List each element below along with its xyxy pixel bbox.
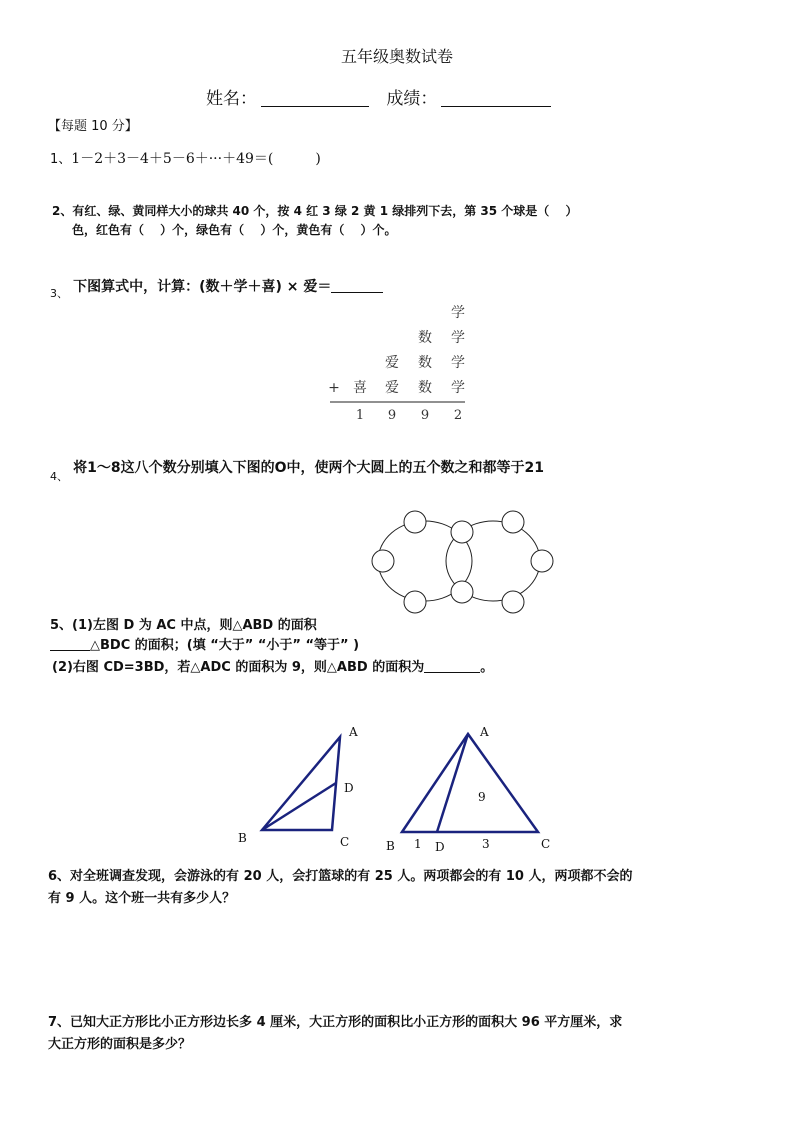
question-5-line-2: △BDC 的面积；(填 “大于” “小于” “等于” ) xyxy=(90,638,360,653)
right-label-d: D xyxy=(435,840,445,854)
question-5-line-3: (2)右图 CD=3BD，若△ADC 的面积为 9，则△ABD 的面积为 xyxy=(52,660,425,675)
right-triangle xyxy=(402,734,538,832)
addend-char: 学 xyxy=(451,305,465,321)
question-3 xyxy=(50,276,383,301)
question-4 xyxy=(50,457,544,484)
left-label-b: B xyxy=(238,831,247,845)
question-5-line-1: 5、(1)左图 D 为 AC 中点，则△ABD 的面积 xyxy=(50,618,317,633)
right-label-dc: 3 xyxy=(482,837,490,851)
small-circle[interactable] xyxy=(372,550,394,572)
right-area-label: 9 xyxy=(478,790,486,804)
question-3-text: 下图算式中，计算：(数＋学＋喜) × 爱＝ xyxy=(73,279,332,295)
question-5-line-3-wrap xyxy=(52,656,493,675)
right-label-bd: 1 xyxy=(414,837,422,851)
addend-char: 爱 xyxy=(385,380,399,396)
small-circle[interactable] xyxy=(404,511,426,533)
question-3-answer-blank[interactable] xyxy=(331,280,383,293)
addend-char: 数 xyxy=(418,380,432,396)
question-4-number: 4、 xyxy=(50,470,68,483)
addend-char: 学 xyxy=(451,380,465,396)
left-label-c: C xyxy=(340,835,350,849)
triangles-svg xyxy=(230,720,570,860)
right-label-c: C xyxy=(541,837,551,851)
addend-char: 喜 xyxy=(353,380,367,396)
sum-digit: 9 xyxy=(387,408,397,423)
question-6-line-1: 6、对全班调查发现，会游泳的有 20 人，会打篮球的有 25 人。两项都会的有 10 人，两项都不会的 xyxy=(48,869,633,884)
addend-char: 数 xyxy=(418,330,432,346)
question-5-blank-1[interactable] xyxy=(50,638,90,651)
left-triangle-bd xyxy=(262,783,336,830)
left-label-d: D xyxy=(344,781,354,795)
question-5-line-2-wrap xyxy=(50,634,359,653)
question-2-line-2: 色，红色有（ ）个，绿色有（ ）个，黄色有（ ）个。 xyxy=(72,223,397,237)
question-7-line-2: 大正方形的面积是多少？ xyxy=(48,1037,192,1052)
plus-sign: + xyxy=(328,380,340,396)
sum-digit: 1 xyxy=(355,408,365,423)
small-circle[interactable] xyxy=(451,581,473,603)
question-1 xyxy=(50,148,321,168)
two-circles-figure xyxy=(365,505,560,617)
vertical-addition-svg xyxy=(325,302,470,426)
score-blank[interactable] xyxy=(441,90,551,107)
triangles-figure xyxy=(230,720,570,860)
question-6-line-2: 有 9 人。这个班一共有多少人？ xyxy=(48,891,236,906)
question-1-expression: 1－2＋3－4＋5－6＋···＋49＝( ) xyxy=(71,151,321,167)
question-5-blank-2[interactable] xyxy=(424,660,480,673)
addend-char: 爱 xyxy=(385,355,399,371)
addend-char: 数 xyxy=(418,355,432,371)
sum-digit: 9 xyxy=(420,408,430,423)
small-circle[interactable] xyxy=(502,591,524,613)
question-2-line-1: 2、有红、绿、黄同样大小的球共 40 个，按 4 红 3 绿 2 黄 1 绿排列下去，第 35 个球是（ ） xyxy=(52,204,578,218)
left-label-a: A xyxy=(349,725,358,739)
right-label-a: A xyxy=(480,725,489,739)
vertical-addition xyxy=(325,302,470,426)
name-blank[interactable] xyxy=(261,90,369,107)
right-triangle-ad xyxy=(437,734,468,832)
small-circle[interactable] xyxy=(404,591,426,613)
addend-char: 学 xyxy=(451,330,465,346)
name-label: 姓名： xyxy=(206,89,257,109)
question-3-number: 3、 xyxy=(50,287,68,300)
left-triangle xyxy=(262,737,340,830)
addend-char: 学 xyxy=(451,355,465,371)
sum-digit: 2 xyxy=(453,408,463,423)
small-circle[interactable] xyxy=(502,511,524,533)
right-label-b: B xyxy=(386,839,395,853)
question-4-text: 将1～8这八个数分别填入下图的O中，使两个大圆上的五个数之和都等于21 xyxy=(73,460,544,476)
small-circle[interactable] xyxy=(531,550,553,572)
name-score-row xyxy=(206,84,551,109)
question-1-text: 1、 xyxy=(50,152,72,167)
points-tag: 【每题 10 分】 xyxy=(48,119,138,134)
two-circles-svg xyxy=(365,505,560,617)
score-label: 成绩： xyxy=(386,89,438,109)
small-circle[interactable] xyxy=(451,521,473,543)
question-5-period: 。 xyxy=(480,660,494,675)
page-title: 五年级奥数试卷 xyxy=(340,47,453,66)
question-7-line-1: 7、已知大正方形比小正方形边长多 4 厘米，大正方形的面积比小正方形的面积大 96 平方厘米，求 xyxy=(48,1015,623,1030)
